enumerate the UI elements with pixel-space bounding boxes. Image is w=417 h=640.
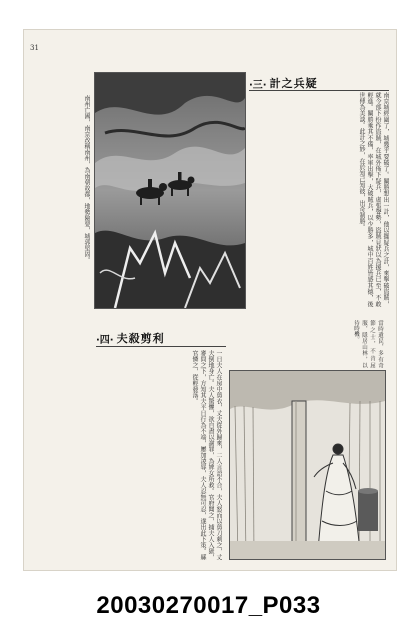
printed-page — [24, 30, 396, 570]
section-four-rule — [96, 346, 226, 347]
section-three-numeral: ·三· — [249, 79, 267, 91]
left-note-top: 南州亡國，南京改稱南州，為南朝故都，地勢險要，城郭堅固。 — [83, 95, 90, 263]
room-scene-image — [230, 371, 385, 559]
page-number: 31 — [30, 44, 39, 52]
storm-scene-image — [95, 73, 245, 308]
section-three-header — [249, 75, 318, 91]
illustration-horsemen-storm — [94, 72, 246, 309]
section-three-rule — [249, 90, 389, 91]
section-four-body: 一日夫人在房中剪衣，丈夫從外歸來，二人言語不合，夫人怒而以剪刀刺之，丈夫倒地身亡。夫人驚懼，欲自盡以謝罪，為婢女所救。官府聞之，捕夫人入獄，審問之下，方知其夫平日行為不端，屢加凌辱，夫人忍無可忍，遂出此下策。縣官憐之，從輕發落。 — [191, 350, 222, 560]
section-four-header — [96, 330, 165, 346]
left-note-bottom: 當時遺民，多有奇節之士，不肯屈服，隱居山林，以待時機。 — [353, 320, 383, 368]
section-three-title: 計之兵疑 — [269, 77, 318, 90]
illustration-woman-room — [229, 370, 386, 560]
section-four-title: 夫殺剪利 — [116, 332, 165, 345]
section-three-body: 南京城經圍了，城幾乎要破了。關勝想出一計，他以擺疑兵之計，來擊破盜賊，就令部下扮作盜賊，在城外佈下疑兵，虛張聲勢，盜賊見狀以為援兵已至，不敢輕進。關勝乘其不備，率軍出擊，大破賊兵，以少勝多，城中百姓皆感其德，後世傳為美談。此計之妙，在於知己知彼，出奇制勝。 — [358, 92, 389, 307]
section-four-numeral: ·四· — [96, 334, 114, 346]
archive-identifier: 20030270017_P033 — [96, 592, 321, 619]
